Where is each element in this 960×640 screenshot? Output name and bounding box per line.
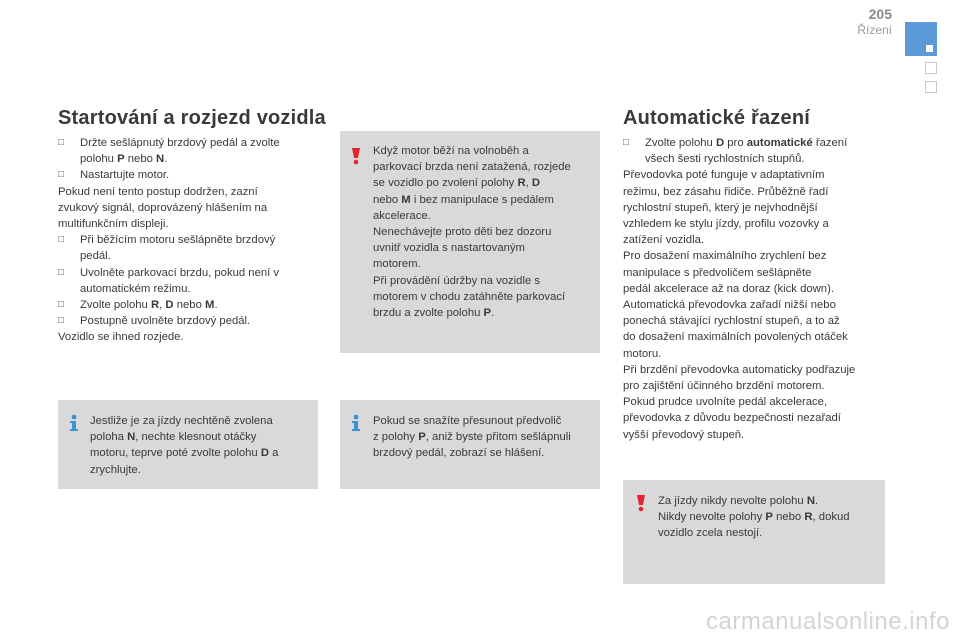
bullet-line: □ Zvolte polohu D pro automatické řazení	[623, 135, 893, 151]
bullet-marker-icon: □	[58, 315, 65, 327]
bullet-continuation: pedál.	[80, 250, 111, 263]
info-icon	[348, 414, 364, 432]
warning-box-idle	[340, 131, 600, 353]
bullet-line: □ Postupně uvolněte brzdový pedál.	[58, 313, 328, 329]
text-line: pro zajištění účinného brzdění motorem.	[623, 380, 825, 393]
bullet-continuation: všech šesti rychlostních stupňů.	[645, 153, 805, 166]
box-line: motorem.	[373, 258, 421, 271]
box-line: se vozidlo po zvolení polohy R, D	[373, 177, 541, 190]
chapter-tab-active[interactable]	[905, 22, 937, 56]
warning-box-neutral	[623, 480, 885, 584]
bullet-line: □ Nastartujte motor.	[58, 167, 328, 183]
section-title-starting: Startování a rozjezd vozidla	[58, 107, 326, 129]
text-line: do dosažení maximálních povolených otáček	[623, 331, 848, 344]
chapter-tab-marker	[926, 45, 933, 52]
warning-box-text	[373, 143, 597, 321]
text-line: režimu, bez zásahu řidiče. Průběžně řadí	[623, 185, 829, 198]
section-title-automatic: Automatické řazení	[623, 107, 810, 129]
warning-box-text	[658, 493, 882, 542]
box-line: uvnitř vozidla s nastartovaným	[373, 242, 525, 255]
bullet-marker-icon: □	[58, 299, 65, 311]
chapter-tab-empty[interactable]	[925, 81, 937, 93]
bullet-marker-icon: □	[58, 137, 65, 148]
text-line: Automatická převodovka zařadí nižší nebo	[623, 299, 836, 312]
text-line: vyšší převodový stupeň.	[623, 428, 745, 441]
text-line: zvukový signál, doprovázený hlášením na	[58, 201, 268, 214]
section-name: Řízení	[857, 23, 892, 37]
text-line: Pokud není tento postup dodržen, zazní	[58, 185, 258, 198]
bullet-marker-icon: □	[58, 234, 65, 246]
info-box-neutral	[58, 400, 318, 489]
info-icon	[66, 414, 82, 432]
bullet-line: □ Zvolte polohu R, D nebo M.	[58, 297, 328, 313]
watermark: carmanualsonline.info	[706, 608, 950, 635]
bullet-marker-icon: □	[58, 266, 65, 278]
text-line: Při brzdění převodovka automaticky podřazuje	[623, 363, 856, 376]
box-line: motorem v chodu zatáhněte parkovací	[373, 290, 566, 303]
warning-icon	[633, 494, 649, 512]
box-line: zrychlujte.	[90, 463, 141, 476]
text-line: pedál akcelerace až na doraz (kick down).	[623, 282, 834, 295]
text-line: zatížení vozidla.	[623, 234, 705, 247]
text-line: vzhledem ke stylu jízdy, profilu vozovky a	[623, 218, 829, 231]
box-line: Nenechávejte proto děti bez dozoru	[373, 226, 552, 239]
box-line: brzdu a zvolte polohu P.	[373, 307, 495, 320]
bullet-continuation: polohu P nebo N.	[80, 153, 168, 166]
automatic-shifting-text	[623, 135, 893, 443]
text-line: Pokud prudce uvolníte pedál akcelerace,	[623, 396, 828, 409]
bullet-line: □ Uvolněte parkovací brzdu, pokud není v	[58, 265, 328, 281]
box-line: Nikdy nevolte polohy P nebo R, dokud	[658, 511, 850, 524]
text-line: manipulace s předvoličem sešlápněte	[623, 266, 812, 279]
warning-icon	[348, 147, 364, 165]
text-line: multifunkčním displeji.	[58, 218, 169, 231]
box-line: Když motor běží na volnoběh a	[373, 145, 529, 157]
text-line: Vozidlo se ihned rozjede.	[58, 331, 184, 344]
bullet-line: □ Držte sešlápnutý brzdový pedál a zvolte	[58, 135, 328, 151]
text-line: ponechá stávající rychlostní stupeň, a to až	[623, 315, 840, 328]
box-line: akcelerace.	[373, 209, 431, 222]
box-line: nebo M i bez manipulace s pedálem	[373, 193, 554, 206]
info-box-text	[373, 413, 597, 462]
box-line: Za jízdy nikdy nevolte polohu N.	[658, 495, 819, 507]
bullet-line: □ Při běžícím motoru sešlápněte brzdový	[58, 232, 328, 248]
starting-instructions	[58, 135, 328, 346]
box-line: brzdový pedál, zobrazí se hlášení.	[373, 447, 545, 460]
chapter-tab-empty[interactable]	[925, 62, 937, 74]
page-number: 205	[868, 6, 892, 22]
text-line: Pro dosažení maximálního zrychlení bez	[623, 250, 827, 263]
text-line: Převodovka poté funguje v adaptativním	[623, 169, 825, 182]
box-line: z polohy P, aniž byste přitom sešlápnuli	[373, 431, 571, 444]
bullet-marker-icon: □	[58, 169, 65, 181]
box-line: Při provádění údržby na vozidle s	[373, 274, 541, 287]
box-line: vozidlo zcela nestojí.	[658, 527, 763, 540]
box-line: Pokud se snažíte přesunout předvolič	[373, 415, 562, 427]
box-line: motoru, teprve poté zvolte polohu D a	[90, 447, 279, 460]
text-line: rychlostní stupeň, který je nejvhodnější	[623, 201, 818, 214]
box-line: Jestliže je za jízdy nechtěně zvolena	[90, 415, 273, 427]
bullet-marker-icon: □	[623, 137, 630, 148]
box-line: poloha N, nechte klesnout otáčky	[90, 431, 257, 444]
text-line: motoru.	[623, 347, 662, 360]
info-box-text	[90, 413, 314, 478]
text-line: převodovka z důvodu bezpečnosti nezařadí	[623, 412, 841, 425]
box-line: parkovací brzda není zatažená, rozjede	[373, 161, 571, 174]
info-box-selector	[340, 400, 600, 489]
bullet-continuation: automatickém režimu.	[80, 282, 191, 295]
